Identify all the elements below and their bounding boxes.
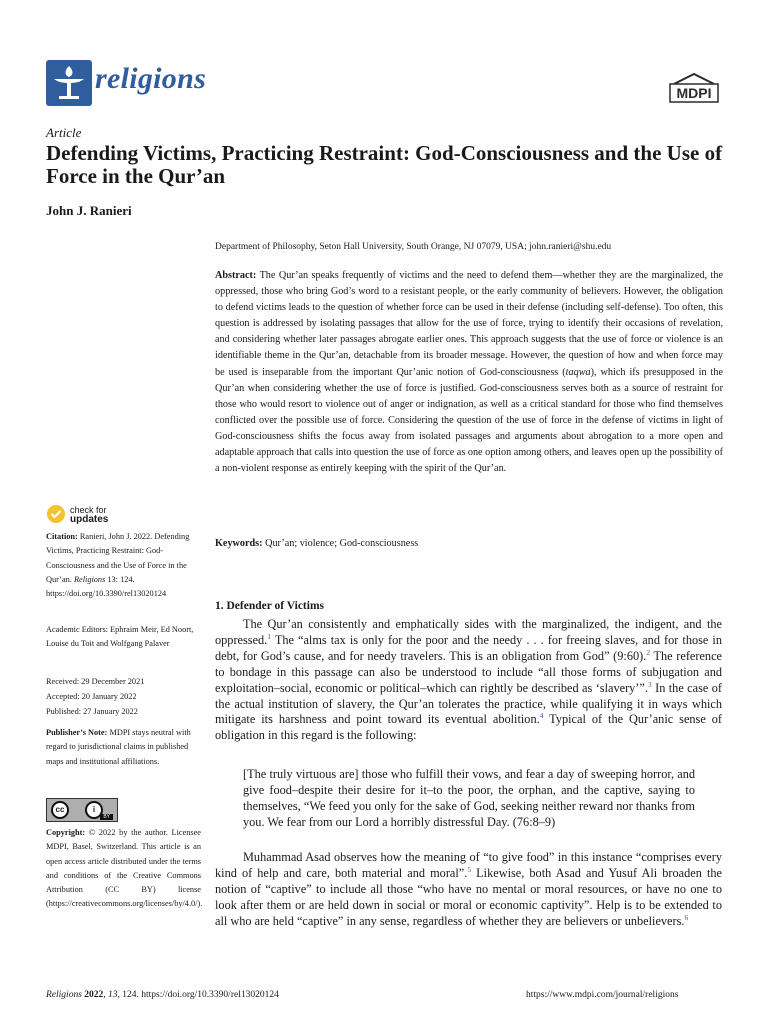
footnote-ref-5[interactable]: 5 [467,864,472,874]
abstract-label: Abstract: [215,270,257,281]
para-1-text-c: The reference to bondage in this passage can also be understood to include “all those forms of subjugation and exploitation–social, economic or political–which can rightly be described as ‘slavery’”. [215,648,722,695]
section-heading: 1. Defender of Victims [215,600,325,612]
body-paragraph-2 [215,850,722,930]
article-title: Defending Victims, Practicing Restraint: God-Consciousness and the Use of Force in the Qur’an [46,141,723,188]
check-line-1: check for [70,505,107,515]
mdpi-logo-text: MDPI [676,85,712,101]
body-paragraph-1 [215,617,722,744]
keywords-label: Keywords: [215,538,263,549]
footnote-ref-2[interactable]: 2 [646,647,651,657]
footer-doi[interactable]: , 124. https://doi.org/10.3390/rel13020124 [117,990,279,1000]
article-type: Article [46,125,82,140]
para-1-text-b: The “alms tax is only for the poor and the needy . . . for freeing slaves, and for those in debt, for God’s cause, and for needy travelers. This is an obligation from God” (9:60). [215,632,722,663]
citation-text: Ranieri, John J. 2022. Defending Victims, Practicing Restraint: God-Consciousness and the Use of Force in the Qur’an. [46,532,190,584]
footnote-ref-1[interactable]: 1 [267,631,271,641]
block-quote: [The truly virtuous are] those who fulfill their vows, and fear a day of sweeping horror, and give food–despite their desire for it–to the poor, the orphan, and the captive, saying to themselves, “We feed you only for the sake of God, seeking neither reward nor thanks from you. We fear from our Lord a horribly distressful Day. (76:8–9) [243,767,695,829]
keywords-text: Qur’an; violence; God-consciousness [262,538,419,549]
citation-volume: 13: [105,574,121,584]
copyright [46,826,201,912]
received-date: Received: 29 December 2021 [46,677,145,686]
check-line-2: updates [70,514,109,525]
person-icon: i [85,801,103,819]
religions-logo-icon [46,60,92,106]
mdpi-logo-icon [668,72,720,104]
footer-year: 2022 [81,990,104,1000]
academic-editors: Academic Editors: Ephraim Meir, Ed Noort, Louise du Toit and Wolfgang Palaver [46,625,194,649]
footer-journal: Religions [46,990,82,1000]
accepted-date: Accepted: 20 January 2022 [46,692,137,701]
footer-journal-url[interactable]: https://www.mdpi.com/journal/religions [526,990,679,1000]
copyright-label: Copyright: [46,828,86,837]
abstract-text: The Qur’an speaks frequently of victims and the need to defend them—whether they are the marginalized, the oppressed, those who bring God’s word to a resistant people, or the early community of believers. However, the obligation to defend victims leads to the question of whether force can be used in their defense (including self-defense). Too often, this question is addressed by isolating passages that allow for the use of force, trying to identify their occasions of revelation, and considering whether later passages abrogate earlier ones. This approach suggests that the use of force or violence is an identifiable theme in the Qur’an, detachable from its broader message. However, the question of how and when force may be used is inseparable from the important Qur’anic notion of God-consciousness ( [215,270,723,378]
citation [46,530,201,601]
published-date: Published: 27 January 2022 [46,707,138,716]
footnote-ref-4[interactable]: 4 [539,711,544,721]
cc-license-badge[interactable] [46,798,118,822]
abstract-term: taqwa [565,366,591,378]
para-1-text-a: The Qur’an consistently and emphatically sides with the marginalized, the indigent, and the oppressed. [215,617,722,647]
citation-label: Citation: [46,532,78,541]
citation-doi[interactable]: 124. https://doi.org/10.3390/rel13020124 [46,574,167,599]
publishers-note [46,726,201,769]
abstract [215,268,723,477]
author-name: John J. Ranieri [46,203,132,218]
para-2-text-a: Muhammad Asad observes how the meaning of “to give food” in this instance “comprises every kind of help and care, both material and moral”. [215,850,722,880]
publishers-note-label: Publisher’s Note: [46,728,108,737]
journal-name: religions [95,62,207,95]
para-1-text-e: Typical of the Qur’anic sense of obligation in this regard is the following: [215,712,722,743]
copyright-text: © 2022 by the author. Licensee MDPI, Basel, Switzerland. This article is an open access article distributed under the terms and conditions of the Creative Commons Attribution (CC BY) license (https://creativecommons.org/licenses/by/4.0/). [46,828,203,909]
cc-icon: cc [51,801,69,819]
check-for-updates-link[interactable] [70,505,108,525]
footnote-ref-6[interactable]: 6 [684,912,689,922]
check-for-updates-icon[interactable] [46,504,66,524]
citation-journal: Religions [73,574,106,584]
footnote-ref-3[interactable]: 3 [647,679,652,689]
cc-by-label: BY [100,814,113,820]
keywords [215,538,418,549]
para-1-text-d: In the case of the actual institution of slavery, the Qur’an tolerates the practice, while qualifying it in ways which mitigate its harshness and point toward its eventual abolition. [215,680,722,727]
publishers-note-text: MDPI stays neutral with regard to jurisdictional claims in published maps and institutional affiliations. [46,728,191,766]
affiliation: Department of Philosophy, Seton Hall University, South Orange, NJ 07079, USA; john.ranieri@shu.edu [215,242,612,252]
abstract-text-cont: ), which ifs presupposed in the Qur’an when considering whether the use of force is justified. God-consciousness serves both as a source of restraint for those who would resort to violence out of anger or indignation, as well as a critical standard for those who find themselves conflicted over the possible use of force. Considering the question of the use of force in the defense of victims in light of God-consciousness shifts the focus away from isolated passages and arguments about abrogation to a more open and adaptable approach that calls into question the use of force as one option among others, and leaves open up the possibility of a non-violent response as entirely keeping with the spirit of the Qur’an. [215,366,723,475]
para-2-text-b: Likewise, both Asad and Yusuf Ali broaden the notion of “captive” to include all those “who have no mental or moral resources, or have no one to look after them or are held down in social or moral or economic captivity”. Help is to be extended to all who are held “captive” in any sense, regardless of whether they are believers or unbelievers. [215,865,722,928]
footer-citation [46,990,279,1000]
footer-volume: , 13 [103,990,118,1000]
